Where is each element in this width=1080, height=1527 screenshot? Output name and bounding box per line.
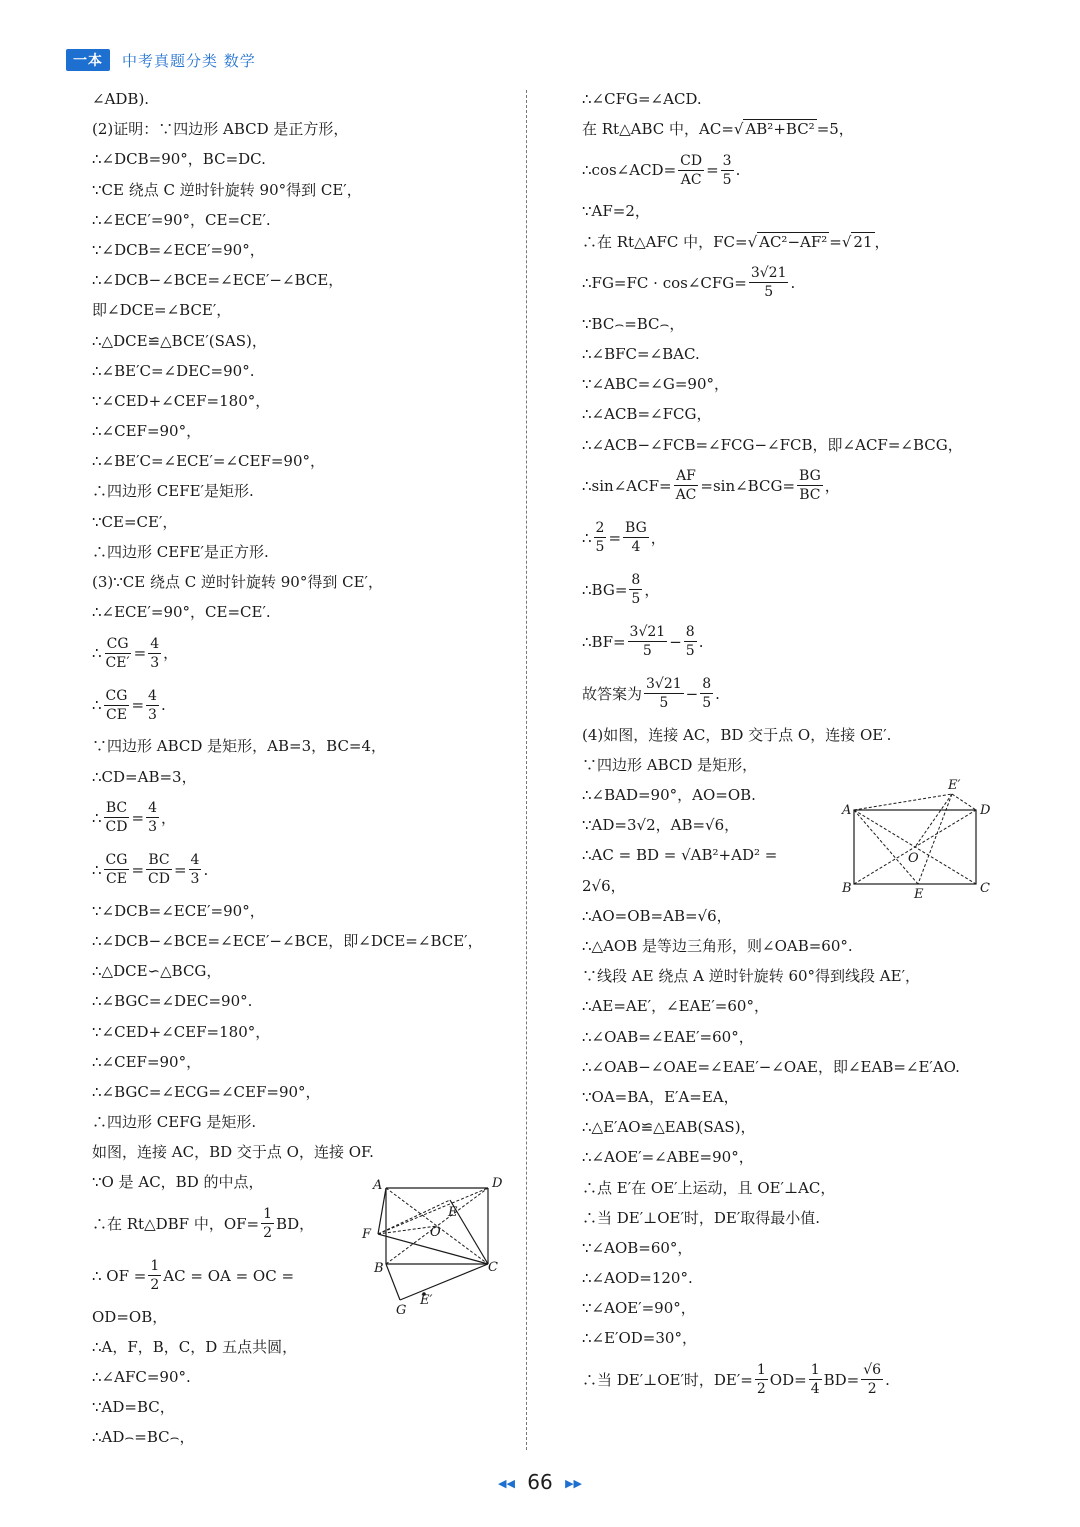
right-column bbox=[582, 84, 1012, 1406]
text-line: ∴∠AFC=90°. bbox=[92, 1368, 191, 1386]
text-line: ∵∠CED+∠CEF=180°， bbox=[92, 1022, 271, 1041]
fraction-line: ∴BG= $\frac{8}{5}$ ， bbox=[582, 572, 660, 608]
text-line: ∴CD=AB=3， bbox=[92, 767, 197, 786]
text-line: ∴∠ECE′=90°，CE=CE′. bbox=[92, 603, 271, 622]
text-line: ∴四边形 CEFE′是矩形. bbox=[92, 482, 254, 501]
text-line: ∴四边形 CEFG 是矩形. bbox=[92, 1113, 257, 1132]
text-line: ∴∠DCB=90°，BC=DC. bbox=[92, 150, 266, 169]
text-line: ∴AO=OB=AB=√6， bbox=[582, 906, 732, 925]
fraction-line: ∴ CG CE = BC CD = 4 3 . bbox=[92, 852, 209, 888]
label-E: E bbox=[914, 887, 924, 902]
text-line: ∵AF=2， bbox=[582, 202, 650, 221]
text-line: OD=OB， bbox=[92, 1307, 168, 1326]
fraction-line: ∴ CG CE′ = 4 3 ， bbox=[92, 635, 179, 671]
fraction-line: ∴FG=FC · cos∠CFG= $\frac{3√21}{5}$ . bbox=[582, 265, 796, 301]
text-line: ∴∠CEF=90°， bbox=[92, 1052, 202, 1071]
text-line: ∵∠ABC=∠G=90°， bbox=[582, 375, 729, 394]
label-C: C bbox=[488, 1260, 498, 1275]
text-line: 即∠DCE=∠BCE′， bbox=[92, 301, 232, 320]
column-divider bbox=[526, 90, 527, 1450]
text-line: ∵AD=BC， bbox=[92, 1398, 175, 1417]
page-header bbox=[66, 48, 256, 72]
text-line: ∴∠ACB=∠FCG， bbox=[582, 405, 712, 424]
text-line: ∴∠OAB=∠EAE′=60°， bbox=[582, 1027, 754, 1046]
text-line: ∴∠BGC=∠ECG=∠CEF=90°， bbox=[92, 1082, 321, 1101]
text-line: ∵∠AOB=60°， bbox=[582, 1238, 693, 1257]
label-O: O bbox=[908, 851, 919, 866]
text-line: ∴AE=AE′，∠EAE′=60°， bbox=[582, 997, 769, 1016]
text-line: ∵AD=3√2，AB=√6， bbox=[582, 816, 740, 835]
text-line: ∴∠DCB−∠BCE=∠ECE′−∠BCE，即∠DCE=∠BCE′， bbox=[92, 931, 483, 950]
text-line: (2)证明：∵四边形 ABCD 是正方形， bbox=[92, 120, 349, 139]
text-line: ∴AD⌢=BC⌢， bbox=[92, 1428, 195, 1447]
text-line: ∴∠BE′C=∠DEC=90°. bbox=[92, 361, 255, 380]
fraction-line: ∴cos∠ACD= $\frac{CD}{AC}$ = 3 5 . bbox=[582, 152, 741, 188]
text-line: ∴∠BE′C=∠ECE′=∠CEF=90°， bbox=[92, 452, 326, 471]
text-line: ∴△DCE≌△BCE′(SAS)， bbox=[92, 331, 267, 350]
text-line: ∴∠OAB−∠OAE=∠EAE′−∠OAE，即∠EAB=∠E′AO. bbox=[582, 1057, 960, 1076]
fraction-line: ∴ CG CE = 4 3 . bbox=[92, 687, 166, 723]
text-line: ∵CE=CE′， bbox=[92, 512, 178, 531]
text-line: ∴四边形 CEFE′是正方形. bbox=[92, 542, 269, 561]
text-line: (3)∵CE 绕点 C 逆时针旋转 90°得到 CE′， bbox=[92, 573, 383, 591]
text-line: ∠ADB). bbox=[92, 90, 150, 108]
text-line: 在 Rt△ABC 中，AC=√ AB²+BC² =5， bbox=[582, 120, 854, 139]
text-line: ∴△DCE∽△BCG， bbox=[92, 962, 222, 981]
label-F: F bbox=[362, 1227, 372, 1242]
fraction-line: ∴ BC CD = 4 3 ， bbox=[92, 800, 176, 836]
text-line: ∵∠AOE′=90°， bbox=[582, 1299, 696, 1318]
label-D: D bbox=[980, 803, 991, 818]
next-arrow-icon: ▶▶ bbox=[565, 1477, 582, 1490]
fraction-line: ∴当 DE′⊥OE′时，DE′= $\frac{1}{2}$ OD= $\frac{1}{4}$ BD= $\frac{√6}{2}$ . bbox=[582, 1362, 890, 1398]
text-line: ∴∠AOD=120°. bbox=[582, 1269, 693, 1288]
label-C: C bbox=[980, 881, 990, 896]
label-G: G bbox=[396, 1303, 407, 1318]
text-line: ∴∠DCB−∠BCE=∠ECE′−∠BCE， bbox=[92, 271, 344, 290]
text-line: ∵O 是 AC，BD 的中点， bbox=[92, 1173, 264, 1192]
fraction-line: 故答案为 3√21 5 − 8 5 . bbox=[582, 676, 720, 712]
label-E-prime: E′ bbox=[948, 778, 961, 793]
text-line: ∴在 Rt△AFC 中，FC=√ AC²−AF² =√ 21 ， bbox=[582, 232, 890, 251]
text-line: ∵CE 绕点 C 逆时针旋转 90°得到 CE′， bbox=[92, 180, 362, 199]
text-line: ∴∠ACB−∠FCB=∠FCG−∠FCB，即∠ACF=∠BCG， bbox=[582, 435, 963, 454]
text-line: ∵∠DCB=∠ECE′=90°， bbox=[92, 240, 265, 259]
text-line: ∴∠AOE′=∠ABE=90°， bbox=[582, 1148, 754, 1167]
text-line: ∵OA=BA，E′A=EA， bbox=[582, 1087, 739, 1106]
fraction-line: ∴ 2 5 = BG 4 ， bbox=[582, 520, 666, 556]
text-line: ∴当 DE′⊥OE′时，DE′取得最小值. bbox=[582, 1208, 821, 1227]
text-line: ∵∠CED+∠CEF=180°， bbox=[92, 391, 271, 410]
text-line: ∵BC⌢=BC⌢， bbox=[582, 314, 685, 333]
text-line: ∴∠BAD=90°，AO=OB. bbox=[582, 786, 756, 805]
text-line: 2√6， bbox=[582, 876, 626, 895]
text-line: ∵四边形 ABCD 是矩形， bbox=[582, 755, 758, 774]
fraction-line: ∴sin∠ACF= $\frac{AF}{AC}$ =sin∠BCG= $\frac{BG}{BC}$ ， bbox=[582, 468, 840, 504]
fraction-line: ∴在 Rt△DBF 中，OF= $\frac{1}{2}$ BD， bbox=[92, 1206, 315, 1242]
fraction-line: ∴ OF = $\frac{1}{2}$ AC = OA = OC = bbox=[92, 1258, 295, 1294]
text-line: 如图，连接 AC，BD 交于点 O，连接 OF. bbox=[92, 1143, 374, 1162]
label-B: B bbox=[842, 881, 852, 896]
text-line: ∴∠CEF=90°， bbox=[92, 422, 202, 441]
book-badge: 一本 bbox=[66, 49, 110, 71]
label-E-prime: E′ bbox=[420, 1293, 433, 1308]
text-line: ∵∠DCB=∠ECE′=90°， bbox=[92, 901, 265, 920]
text-line: ∴△AOB 是等边三角形，则∠OAB=60°. bbox=[582, 937, 853, 955]
text-line: ∴∠ECE′=90°，CE=CE′. bbox=[92, 210, 271, 229]
fraction-line: ∴BF= $\frac{3√21}{5}$ − 8 5 . bbox=[582, 624, 704, 660]
prev-arrow-icon: ◀◀ bbox=[497, 1477, 515, 1490]
text-line: ∴A，F，B，C，D 五点共圆， bbox=[92, 1337, 298, 1356]
left-geometry-figure bbox=[356, 1172, 506, 1324]
page-number: ◀◀ 66 ▶▶ bbox=[497, 1470, 582, 1494]
right-geometry-figure bbox=[838, 774, 998, 908]
text-line: ∴AC = BD = √AB²+AD² = bbox=[582, 846, 778, 865]
text-line: ∵四边形 ABCD 是矩形，AB=3，BC=4， bbox=[92, 737, 387, 756]
header-title: 中考真题分类 数学 bbox=[122, 51, 256, 70]
text-line: ∴∠E′OD=30°， bbox=[582, 1329, 697, 1348]
text-line: ∴点 E′在 OE′上运动，且 OE′⊥AC， bbox=[582, 1178, 836, 1197]
text-line: ∴∠CFG=∠ACD. bbox=[582, 90, 702, 108]
text-line: ∵线段 AE 绕点 A 逆时针旋转 60°得到线段 AE′， bbox=[582, 967, 920, 986]
label-A: A bbox=[842, 803, 852, 818]
label-E: E bbox=[448, 1205, 458, 1220]
text-line: ∴△E′AO≌△EAB(SAS)， bbox=[582, 1118, 756, 1137]
label-B: B bbox=[374, 1261, 384, 1276]
label-A: A bbox=[373, 1178, 383, 1193]
text-line: ∴∠BFC=∠BAC. bbox=[582, 344, 700, 363]
text-line: (4)如图，连接 AC，BD 交于点 O，连接 OE′. bbox=[582, 725, 892, 744]
text-line: ∴∠BGC=∠DEC=90°. bbox=[92, 992, 253, 1011]
label-O: O bbox=[430, 1225, 441, 1240]
label-D: D bbox=[492, 1176, 503, 1191]
